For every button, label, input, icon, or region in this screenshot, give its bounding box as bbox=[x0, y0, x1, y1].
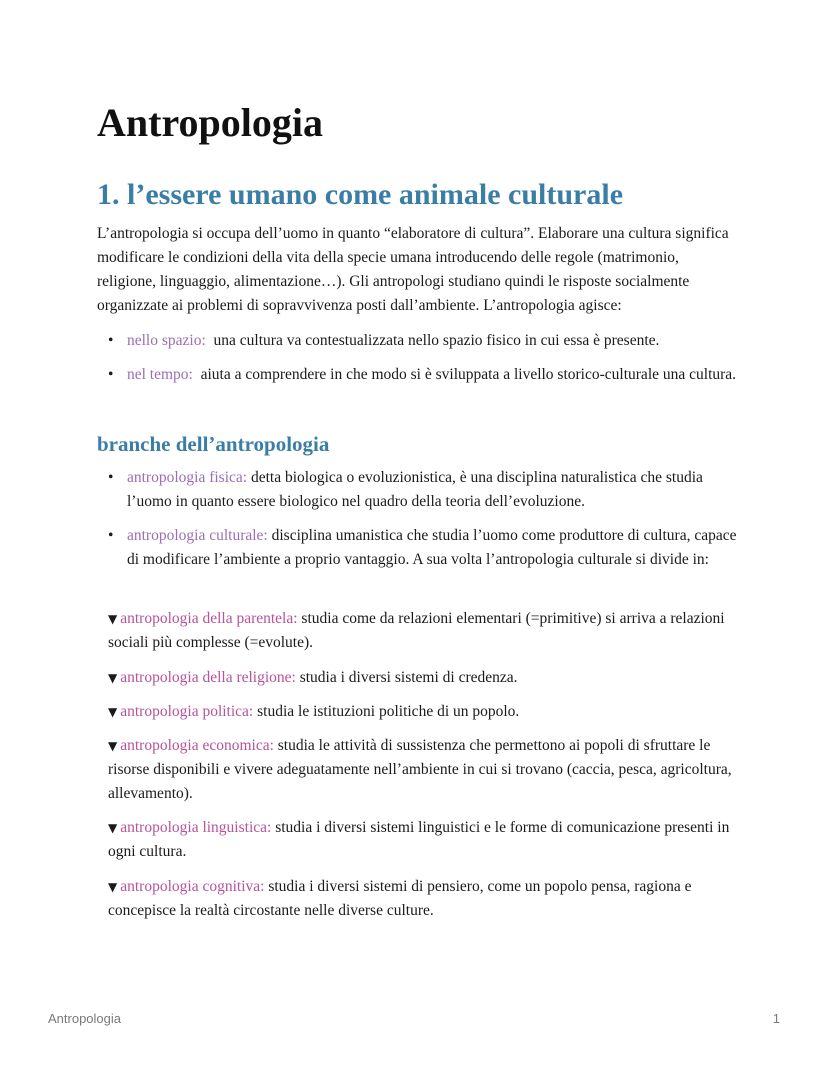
list-item-text: disciplina umanistica che studia l’uomo come produttore di cultura, capace di modificare l’ambiente a proprio vantaggio. A sua volta l’antropologia culturale si divide in: bbox=[127, 527, 737, 568]
page-title: Antropologia bbox=[97, 100, 323, 145]
toggle-item-text: studia come da relazioni elementari (=primitive) si arriva a relazioni sociali più complesse (=evolute). bbox=[108, 610, 725, 651]
toggle-triangle-icon[interactable]: ▼ bbox=[108, 705, 118, 719]
list-item bbox=[108, 363, 739, 387]
page-number: 1 bbox=[772, 1011, 780, 1026]
footer-title: Antropologia bbox=[48, 1011, 121, 1026]
toggle-item[interactable] bbox=[108, 607, 740, 655]
toggle-triangle-icon[interactable]: ▼ bbox=[108, 671, 118, 685]
toggle-item-text: studia i diversi sistemi linguistici e le forme di comunicazione presenti in ogni cultura. bbox=[108, 819, 730, 860]
bullet-icon: • bbox=[108, 527, 114, 544]
toggle-triangle-icon[interactable]: ▼ bbox=[108, 821, 118, 835]
toggle-triangle-icon[interactable]: ▼ bbox=[108, 612, 118, 626]
toggle-item[interactable] bbox=[108, 700, 740, 724]
term-label: antropologia della parentela: bbox=[120, 610, 298, 627]
term-label: antropologia cognitiva: bbox=[120, 878, 265, 895]
list-item bbox=[108, 466, 739, 514]
term-label: nel tempo: bbox=[127, 366, 193, 383]
toggle-item-text: studia i diversi sistemi di credenza. bbox=[299, 669, 518, 686]
toggle-item[interactable] bbox=[108, 816, 740, 864]
toggle-item-text: studia le istituzioni politiche di un popolo. bbox=[257, 703, 520, 720]
term-label: antropologia economica: bbox=[120, 737, 274, 754]
list-item-text: una cultura va contestualizzata nello spazio fisico in cui essa è presente. bbox=[213, 332, 660, 349]
list-item-text: detta biologica o evoluzionistica, è una disciplina naturalistica che studia l’uomo in quanto essere biologico nel quadro della teoria dell’evoluzione. bbox=[127, 469, 703, 510]
term-label: antropologia culturale: bbox=[127, 527, 268, 544]
list-item bbox=[108, 329, 739, 353]
term-label: nello spazio: bbox=[127, 332, 206, 349]
toggle-item-text: studia i diversi sistemi di pensiero, come un popolo pensa, ragiona e concepisce la realtà circostante nelle diverse culture. bbox=[108, 878, 692, 919]
section-heading-2: branche dell’antropologia bbox=[97, 432, 330, 456]
bullet-icon: • bbox=[108, 332, 114, 349]
term-label: antropologia della religione: bbox=[120, 669, 296, 686]
bullet-icon: • bbox=[108, 366, 114, 383]
list-item bbox=[108, 524, 739, 572]
term-label: antropologia politica: bbox=[120, 703, 254, 720]
toggle-item-text: studia le attività di sussistenza che permettono ai popoli di sfruttare le risorse disponibili e vivere adeguatamente nell’ambiente in cui si trovano (caccia, pesca, agricoltura, allevamento). bbox=[108, 737, 732, 802]
term-label: antropologia fisica: bbox=[127, 469, 248, 486]
toggle-triangle-icon[interactable]: ▼ bbox=[108, 739, 118, 753]
list-item-text: aiuta a comprendere in che modo si è sviluppata a livello storico-culturale una cultura. bbox=[200, 366, 737, 383]
toggle-item[interactable] bbox=[108, 734, 740, 806]
toggle-item[interactable] bbox=[108, 666, 740, 690]
bullet-icon: • bbox=[108, 469, 114, 486]
section-heading-1: 1. l’essere umano come animale culturale bbox=[97, 178, 624, 211]
term-label: antropologia linguistica: bbox=[120, 819, 272, 836]
toggle-item[interactable] bbox=[108, 875, 740, 923]
intro-paragraph: L’antropologia si occupa dell’uomo in quanto “elaboratore di cultura”. Elaborare una cultura significa modificare le condizioni della vita della specie umana introducendo delle regole (matrimonio, religione, linguaggio, alimentazione…). Gli antropologi studiano quindi le risposte socialmente organizzate ai problemi di sopravvivenza posti dall’ambiente. L’antropologia agisce: bbox=[97, 225, 729, 314]
toggle-triangle-icon[interactable]: ▼ bbox=[108, 880, 118, 894]
